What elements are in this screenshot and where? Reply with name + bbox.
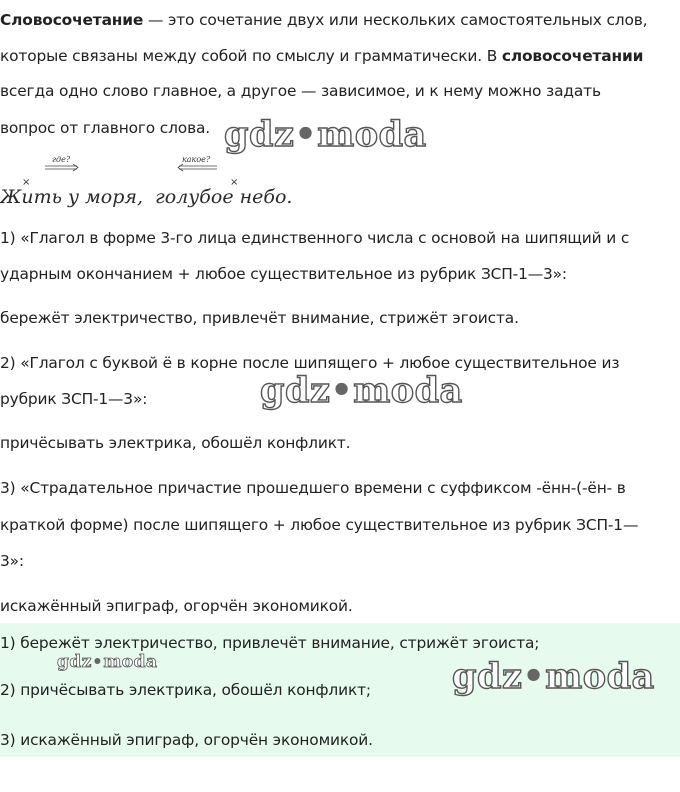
rule-2-line-2: рубрик ЗСП-1—3»: — [0, 390, 148, 408]
watermark-right: moda — [545, 656, 655, 697]
rule-3-line-3: 3»: — [0, 552, 24, 570]
intro-line-1 — [0, 2, 680, 38]
watermark-right: moda — [103, 652, 158, 672]
watermark-dot: • — [294, 114, 318, 155]
example-phrase-2: голубое небо — [155, 186, 287, 208]
watermark-dot: • — [330, 370, 354, 411]
rule-2-line-1: 2) «Глагол с буквой ё в корне после шипящего + любое существительное из — [0, 354, 620, 372]
intro-line-4: вопрос от главного слова. — [0, 119, 211, 137]
handwritten-example — [0, 186, 292, 208]
watermark-right: moda — [353, 370, 463, 411]
watermark-left: gdz — [224, 114, 295, 155]
rule-3-line-1: 3) «Страдательное причастие прошедшего времени с суффиксом -ённ-(-ён- в — [0, 479, 626, 497]
answer-line-3: 3) искажённый эпиграф, огорчён экономикой. — [0, 731, 373, 749]
cross-mark-icon: × — [230, 177, 239, 188]
arrow-right-icon — [44, 164, 80, 172]
rule-1-example: бережёт электричество, привлечёт внимание, стрижёт эгоиста. — [0, 309, 519, 327]
rule-3-line-2: краткой форме) после шипящего + любое существительное из рубрик ЗСП-1— — [0, 516, 639, 534]
watermark-logo — [224, 114, 427, 155]
cross-mark-icon: × — [22, 177, 31, 188]
question-label-1: где? — [52, 155, 71, 164]
answer-line-2: 2) причёсывать электрика, обошёл конфликт; — [0, 681, 371, 699]
arrow-left-icon — [176, 164, 218, 172]
intro-line-1-rest: — это сочетание двух или нескольких самостоятельных слов, — [143, 11, 648, 29]
example-end: . — [286, 186, 293, 208]
intro-line-2-start: которые связаны между собой по смыслу и грамматически. В — [0, 47, 502, 65]
watermark-logo — [260, 370, 463, 411]
intro-term-2: словосочетании — [501, 47, 644, 65]
example-phrase-1: Жить у моря, — [0, 186, 144, 208]
rule-3-example: искажённый эпиграф, огорчён экономикой. — [0, 597, 353, 615]
intro-line-3: всегда одно слово главное, а другое — зависимое, и к нему можно задать — [0, 82, 601, 100]
watermark-dot: • — [91, 652, 104, 672]
rule-1-line-2: ударным окончанием + любое существительное из рубрик ЗСП-1—3»: — [0, 265, 567, 283]
watermark-left: gdz — [452, 656, 523, 697]
watermark-right: moda — [317, 114, 427, 155]
intro-line-2 — [0, 38, 680, 74]
question-label-2: какое? — [182, 155, 211, 164]
answer-line-1: 1) бережёт электричество, привлечёт внимание, стрижёт эгоиста; — [0, 634, 540, 652]
watermark-left: gdz — [260, 370, 331, 411]
rule-2-example: причёсывать электрика, обошёл конфликт. — [0, 434, 351, 452]
watermark-dot: • — [522, 656, 546, 697]
watermark-logo — [57, 652, 158, 672]
watermark-logo — [452, 656, 655, 697]
watermark-left: gdz — [57, 652, 92, 672]
intro-term: Словосочетание — [0, 11, 144, 29]
rule-1-line-1: 1) «Глагол в форме 3-го лица единственного числа с основой на шипящий и с — [0, 229, 630, 247]
